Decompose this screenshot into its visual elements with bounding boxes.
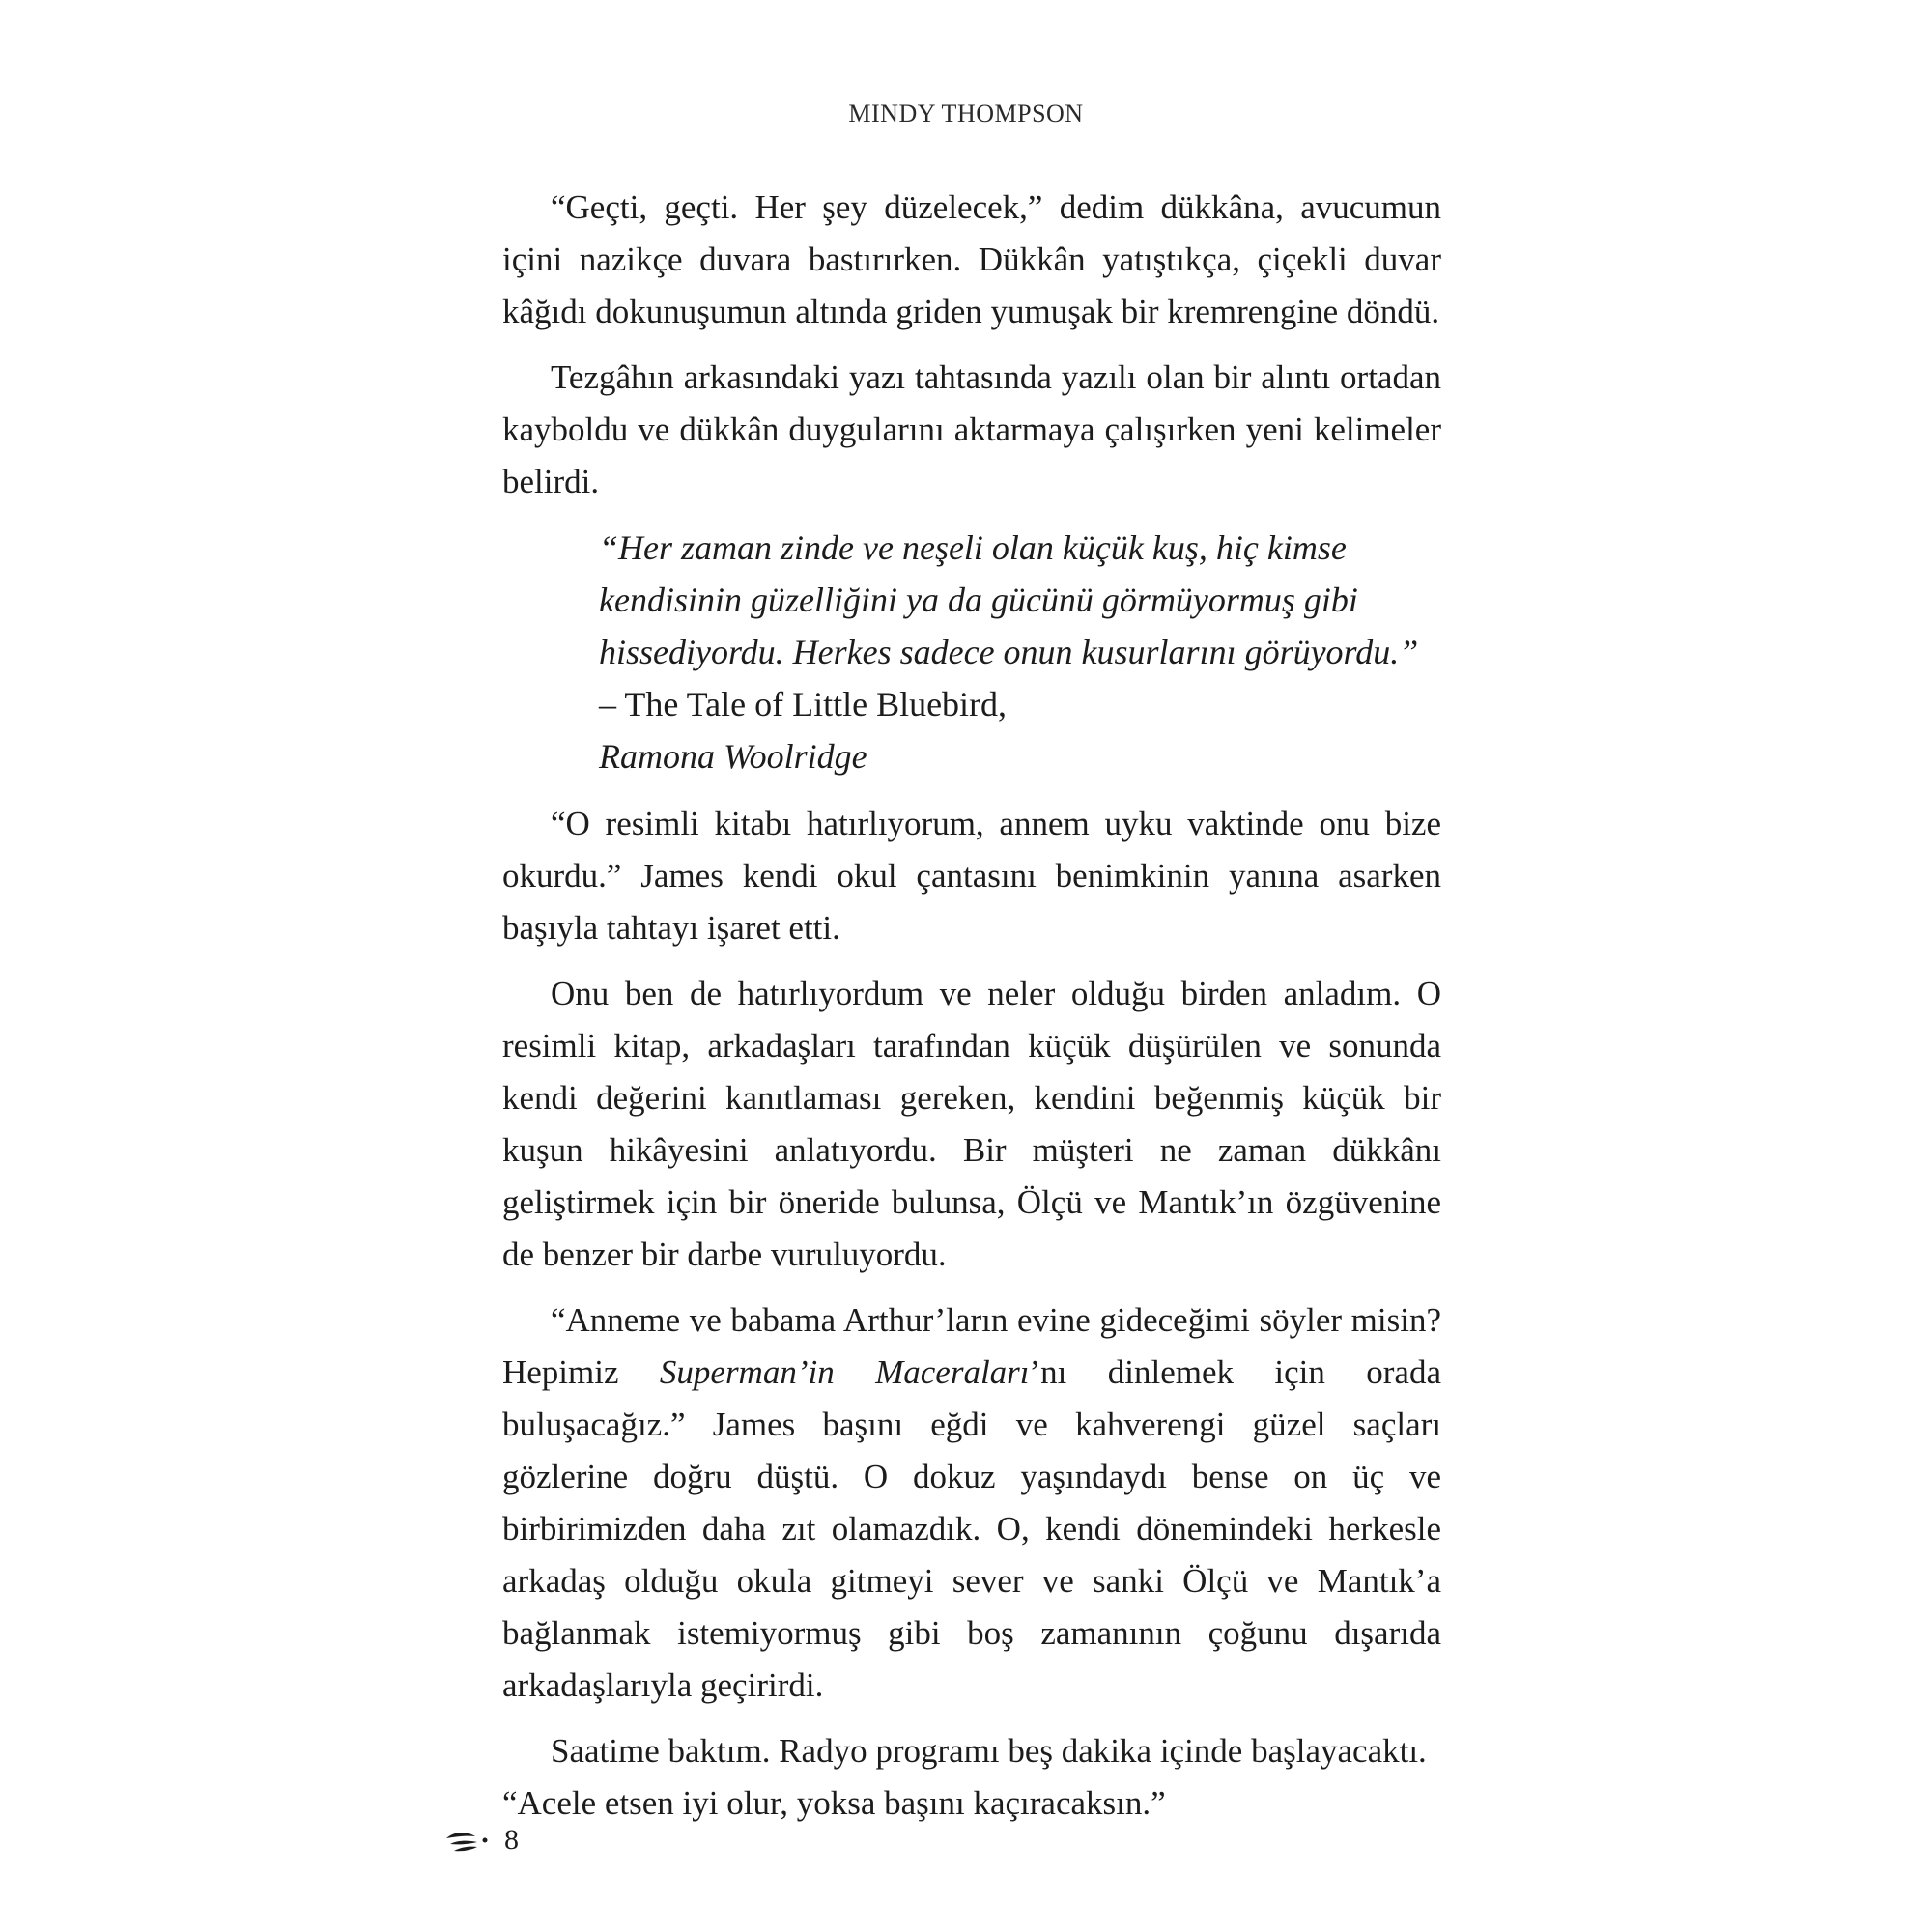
quote-author: Ramona Woolridge: [599, 737, 867, 776]
radio-show-title: Superman’in Maceraları: [659, 1353, 1030, 1391]
paragraph-6-line-2: “Acele etsen iyi olur, yoksa başını kaçıracaksın.”: [502, 1784, 1166, 1822]
quote-source: – The Tale of Little Bluebird,: [599, 685, 1008, 724]
paragraph-1: “Geçti, geçti. Her şey düzelecek,” dedim dükkâna, avucumun içini nazikçe duvara bastırırken. Dükkân yatıştıkça, çiçekli duvar kâğıdı dokunuşumun altında griden yumuşak bir kremrengine döndü.: [502, 188, 1441, 330]
paragraph-5: [502, 1294, 1441, 1712]
paragraph-3: “O resimli kitabı hatırlıyorum, annem uyku vaktinde onu bize okurdu.” James kendi okul çantasını benimkinin yanına asarken başıyla tahtayı işaret etti.: [502, 805, 1441, 947]
paragraph-5-end: ’nı dinlemek için orada buluşacağız.” James başını eğdi ve kahverengi güzel saçları gözlerine doğru düştü. O dokuz yaşındaydı bense on üç ve birbirimizden daha zıt olamazdık. O, kendi dönemindeki herkesle arkadaş olduğu okula gitmeyi sever ve sanki Ölçü ve Mantık’a bağlanmak istemiyormuş gibi boş zamanının çoğunu dışarıda arkadaşlarıyla geçirirdi.: [502, 1353, 1441, 1704]
quote-text: “Her zaman zinde ve neşeli olan küçük kuş, hiç kimse kendisinin güzelliğini ya da gücünü görmüyormuş gibi hissediyordu. Herkes sadece onun kusurlarını görüyordu.”: [599, 528, 1419, 671]
paragraph-2: Tezgâhın arkasındaki yazı tahtasında yazılı olan bir alıntı ortadan kayboldu ve dükkân duygularını aktarmaya çalışırken yeni kelimeler belirdi.: [502, 358, 1441, 500]
paragraph-5-start: “Anneme ve babama Arthur’ların evine gideceğimi söyler misin? Hepimiz: [502, 1301, 1441, 1391]
paragraph-6: [502, 1725, 1441, 1830]
page-footer: [444, 1824, 519, 1857]
blackboard-quote: [599, 522, 1441, 782]
body-text: [502, 182, 1441, 1843]
paragraph-6-line-1: Saatime baktım. Radyo programı beş dakika içinde başlayacaktı.: [551, 1732, 1427, 1770]
paragraph-4: Onu ben de hatırlıyordum ve neler olduğu birden anladım. O resimli kitap, arkadaşları tarafından küçük düşürülen ve sonunda kendi değerini kanıtlaması gereken, kendini beğenmiş küçük bir kuşun hikâyesini anlatıyordu. Bir müşteri ne zaman dükkânı geliştirmek için bir öneride bulunsa, Ölçü ve Mantık’ın özgüvenine de benzer bir darbe vuruluyordu.: [502, 975, 1441, 1273]
running-head: MINDY THOMPSON: [848, 99, 1084, 128]
page-number: 8: [504, 1824, 519, 1856]
bird-icon: [444, 1826, 491, 1855]
